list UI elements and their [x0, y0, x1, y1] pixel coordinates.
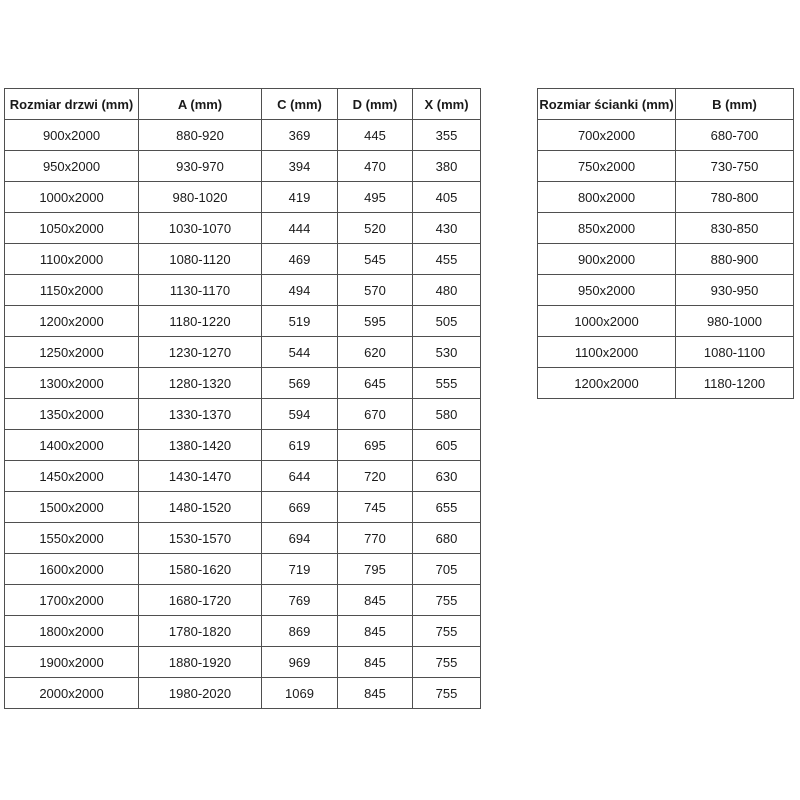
table-row	[5, 151, 481, 182]
header-dimension-c: C (mm)	[262, 89, 338, 120]
table-cell: 1080-1120	[139, 244, 262, 275]
table-cell: 1200x2000	[5, 306, 139, 337]
table-cell: 494	[262, 275, 338, 306]
table-cell: 1100x2000	[538, 337, 676, 368]
table-cell: 495	[338, 182, 413, 213]
table-cell: 480	[413, 275, 481, 306]
table-cell: 1050x2000	[5, 213, 139, 244]
table-cell: 1180-1220	[139, 306, 262, 337]
table-cell: 1450x2000	[5, 461, 139, 492]
table-cell: 745	[338, 492, 413, 523]
table-cell: 369	[262, 120, 338, 151]
table-cell: 355	[413, 120, 481, 151]
door-size-table	[4, 88, 481, 709]
header-door-size: Rozmiar drzwi (mm)	[5, 89, 139, 120]
table-cell: 750x2000	[538, 151, 676, 182]
wall-panel-size-table-body	[538, 120, 794, 399]
door-size-table-header	[5, 89, 481, 120]
table-row	[5, 616, 481, 647]
table-cell: 845	[338, 585, 413, 616]
table-cell: 670	[338, 399, 413, 430]
table-cell: 1380-1420	[139, 430, 262, 461]
table-cell: 1780-1820	[139, 616, 262, 647]
table-cell: 1300x2000	[5, 368, 139, 399]
table-cell: 469	[262, 244, 338, 275]
table-cell: 1080-1100	[676, 337, 794, 368]
table-row	[538, 182, 794, 213]
table-cell: 770	[338, 523, 413, 554]
table-cell: 780-800	[676, 182, 794, 213]
table-cell: 1130-1170	[139, 275, 262, 306]
table-row	[5, 523, 481, 554]
table-cell: 1880-1920	[139, 647, 262, 678]
table-row	[538, 151, 794, 182]
table-cell: 950x2000	[5, 151, 139, 182]
header-dimension-a: A (mm)	[139, 89, 262, 120]
table-row	[5, 213, 481, 244]
table-cell: 950x2000	[538, 275, 676, 306]
table-cell: 1230-1270	[139, 337, 262, 368]
table-cell: 1500x2000	[5, 492, 139, 523]
table-cell: 1980-2020	[139, 678, 262, 709]
table-cell: 720	[338, 461, 413, 492]
table-cell: 705	[413, 554, 481, 585]
table-cell: 594	[262, 399, 338, 430]
table-row	[5, 492, 481, 523]
table-cell: 1900x2000	[5, 647, 139, 678]
table-cell: 900x2000	[5, 120, 139, 151]
table-cell: 644	[262, 461, 338, 492]
table-cell: 695	[338, 430, 413, 461]
table-cell: 645	[338, 368, 413, 399]
table-cell: 980-1020	[139, 182, 262, 213]
table-cell: 969	[262, 647, 338, 678]
table-cell: 1200x2000	[538, 368, 676, 399]
table-cell: 1550x2000	[5, 523, 139, 554]
table-row	[5, 399, 481, 430]
table-row	[538, 213, 794, 244]
header-dimension-b: B (mm)	[676, 89, 794, 120]
table-cell: 1100x2000	[5, 244, 139, 275]
table-row	[5, 554, 481, 585]
table-cell: 569	[262, 368, 338, 399]
table-row	[538, 306, 794, 337]
table-cell: 380	[413, 151, 481, 182]
table-row	[538, 275, 794, 306]
table-cell: 555	[413, 368, 481, 399]
table-cell: 719	[262, 554, 338, 585]
table-cell: 845	[338, 678, 413, 709]
table-cell: 1000x2000	[5, 182, 139, 213]
table-cell: 630	[413, 461, 481, 492]
table-cell: 2000x2000	[5, 678, 139, 709]
table-row	[5, 461, 481, 492]
table-cell: 850x2000	[538, 213, 676, 244]
header-dimension-d: D (mm)	[338, 89, 413, 120]
table-row	[5, 647, 481, 678]
table-header-row	[5, 89, 481, 120]
table-cell: 1250x2000	[5, 337, 139, 368]
table-cell: 1800x2000	[5, 616, 139, 647]
table-cell: 430	[413, 213, 481, 244]
table-cell: 544	[262, 337, 338, 368]
table-cell: 394	[262, 151, 338, 182]
wall-panel-size-table-header	[538, 89, 794, 120]
table-cell: 580	[413, 399, 481, 430]
table-cell: 444	[262, 213, 338, 244]
table-header-row	[538, 89, 794, 120]
header-wall-size: Rozmiar ścianki (mm)	[538, 89, 676, 120]
table-row	[538, 337, 794, 368]
table-cell: 669	[262, 492, 338, 523]
table-cell: 1030-1070	[139, 213, 262, 244]
table-cell: 755	[413, 678, 481, 709]
table-row	[538, 244, 794, 275]
table-cell: 694	[262, 523, 338, 554]
table-cell: 505	[413, 306, 481, 337]
table-cell: 1350x2000	[5, 399, 139, 430]
table-cell: 930-970	[139, 151, 262, 182]
table-row	[538, 120, 794, 151]
table-cell: 730-750	[676, 151, 794, 182]
table-cell: 1000x2000	[538, 306, 676, 337]
table-cell: 1400x2000	[5, 430, 139, 461]
table-cell: 545	[338, 244, 413, 275]
table-row	[5, 120, 481, 151]
table-cell: 620	[338, 337, 413, 368]
table-cell: 700x2000	[538, 120, 676, 151]
table-cell: 405	[413, 182, 481, 213]
table-cell: 530	[413, 337, 481, 368]
table-cell: 680	[413, 523, 481, 554]
door-size-table-body	[5, 120, 481, 709]
table-cell: 605	[413, 430, 481, 461]
table-cell: 570	[338, 275, 413, 306]
table-row	[5, 244, 481, 275]
table-cell: 869	[262, 616, 338, 647]
table-cell: 845	[338, 616, 413, 647]
table-cell: 1430-1470	[139, 461, 262, 492]
table-row	[5, 585, 481, 616]
table-cell: 1600x2000	[5, 554, 139, 585]
table-cell: 1150x2000	[5, 275, 139, 306]
table-row	[5, 368, 481, 399]
table-row	[5, 678, 481, 709]
table-row	[5, 306, 481, 337]
table-cell: 1330-1370	[139, 399, 262, 430]
table-cell: 755	[413, 616, 481, 647]
table-row	[5, 275, 481, 306]
table-cell: 980-1000	[676, 306, 794, 337]
table-cell: 880-920	[139, 120, 262, 151]
table-cell: 830-850	[676, 213, 794, 244]
table-cell: 619	[262, 430, 338, 461]
table-cell: 680-700	[676, 120, 794, 151]
table-cell: 900x2000	[538, 244, 676, 275]
table-cell: 930-950	[676, 275, 794, 306]
table-cell: 470	[338, 151, 413, 182]
table-cell: 1069	[262, 678, 338, 709]
table-cell: 769	[262, 585, 338, 616]
table-cell: 755	[413, 585, 481, 616]
table-cell: 445	[338, 120, 413, 151]
table-cell: 1580-1620	[139, 554, 262, 585]
table-cell: 655	[413, 492, 481, 523]
table-cell: 795	[338, 554, 413, 585]
table-cell: 519	[262, 306, 338, 337]
table-cell: 520	[338, 213, 413, 244]
table-cell: 419	[262, 182, 338, 213]
table-cell: 845	[338, 647, 413, 678]
table-cell: 1480-1520	[139, 492, 262, 523]
table-cell: 595	[338, 306, 413, 337]
table-cell: 1180-1200	[676, 368, 794, 399]
table-cell: 755	[413, 647, 481, 678]
table-row	[5, 182, 481, 213]
table-row	[538, 368, 794, 399]
table-cell: 455	[413, 244, 481, 275]
wall-panel-size-table	[537, 88, 794, 399]
table-cell: 880-900	[676, 244, 794, 275]
table-cell: 1280-1320	[139, 368, 262, 399]
table-cell: 1680-1720	[139, 585, 262, 616]
header-dimension-x: X (mm)	[413, 89, 481, 120]
table-cell: 1530-1570	[139, 523, 262, 554]
table-row	[5, 337, 481, 368]
table-row	[5, 430, 481, 461]
table-cell: 800x2000	[538, 182, 676, 213]
table-cell: 1700x2000	[5, 585, 139, 616]
